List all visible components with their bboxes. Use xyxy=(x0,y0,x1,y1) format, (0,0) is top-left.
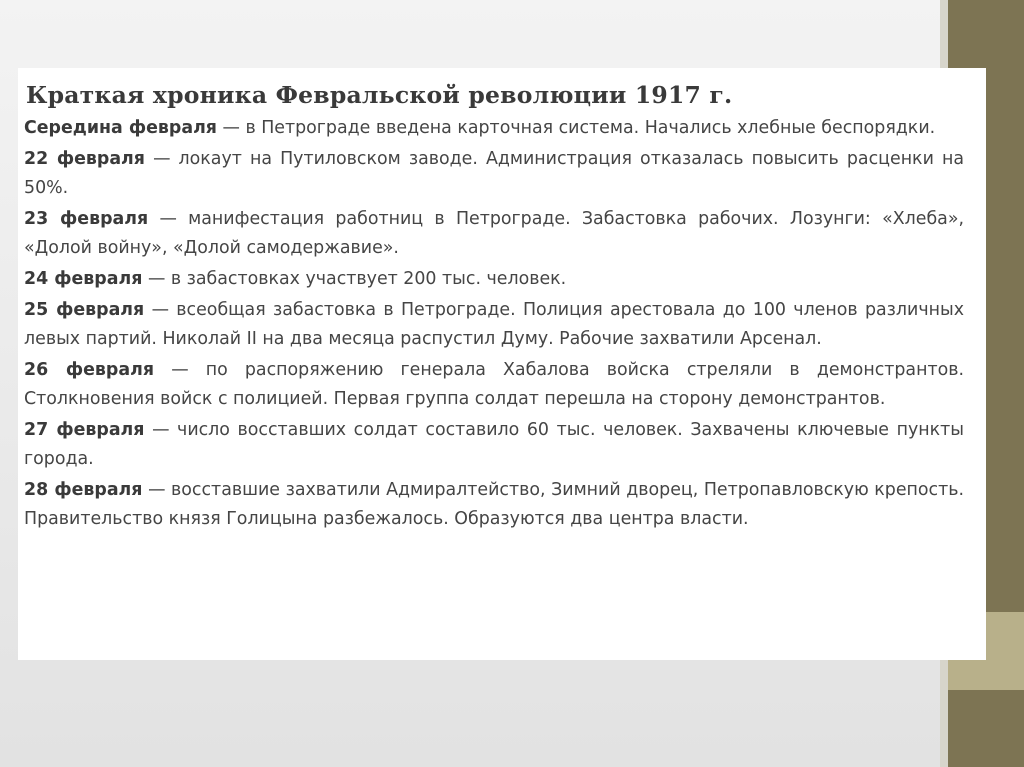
chronicle-entry xyxy=(24,476,964,534)
chronicle-entry xyxy=(24,356,964,414)
entry-text: манифестация работниц в Петрограде. Забастовка рабочих. Лозунги: «Хлеба», «Долой войну», «Долой самодержавие». xyxy=(24,209,965,258)
entry-text: восставшие захватили Адмиралтейство, Зимний дворец, Петропавловскую крепость. Правительство князя Голицына разбежалось. Образуются два центра власти. xyxy=(24,480,965,529)
entry-date: 25 февраля xyxy=(24,300,145,320)
entry-date: 23 февраля xyxy=(24,209,149,229)
entry-dash: — xyxy=(148,480,166,500)
chronicle-entry xyxy=(24,416,964,474)
entry-dash: — xyxy=(171,360,189,380)
entry-dash: — xyxy=(159,209,177,229)
entry-text: в забастовках участвует 200 тыс. человек. xyxy=(170,269,567,289)
entry-dash: — xyxy=(147,269,166,289)
entry-text: в Петрограде введена карточная система. Начались хлебные беспорядки. xyxy=(245,118,936,138)
entry-date: 22 февраля xyxy=(24,149,145,169)
chronicle-entry xyxy=(24,114,964,143)
entry-text: локаут на Путиловском заводе. Администрация отказалась повысить расценки на 50%. xyxy=(24,149,964,198)
entry-text: число восставших солдат составило 60 тыс. человек. Захвачены ключевые пункты города. xyxy=(24,420,964,469)
chronicle-entry xyxy=(24,145,964,203)
entry-date: Середина февраля xyxy=(24,118,217,138)
document-title: Краткая хроника Февральской революции 1917 г. xyxy=(26,81,733,109)
entry-dash: — xyxy=(152,420,170,440)
entry-dash: — xyxy=(222,118,240,138)
chronicle-entry xyxy=(24,265,964,294)
entry-date: 27 февраля xyxy=(24,420,145,440)
entry-dash: — xyxy=(151,300,169,320)
chronicle-entry xyxy=(24,205,964,263)
chronicle-entry xyxy=(24,296,964,354)
chronicle-list xyxy=(24,114,964,534)
entry-text: всеобщая забастовка в Петрограде. Полиция арестовала до 100 членов различных левых партий. Николай II на два месяца распустил Думу. Рабочие захватили Арсенал. xyxy=(24,300,965,349)
entry-date: 28 февраля xyxy=(24,480,143,500)
entry-date: 26 февраля xyxy=(24,360,155,380)
entry-text: по распоряжению генерала Хабалова войска стреляли в демонстрантов. Столкновения войск с полицией. Первая группа солдат перешла на сторону демонстрантов. xyxy=(24,360,964,409)
entry-dash: — xyxy=(153,149,171,169)
document-card xyxy=(18,68,986,660)
entry-date: 24 февраля xyxy=(24,269,143,289)
